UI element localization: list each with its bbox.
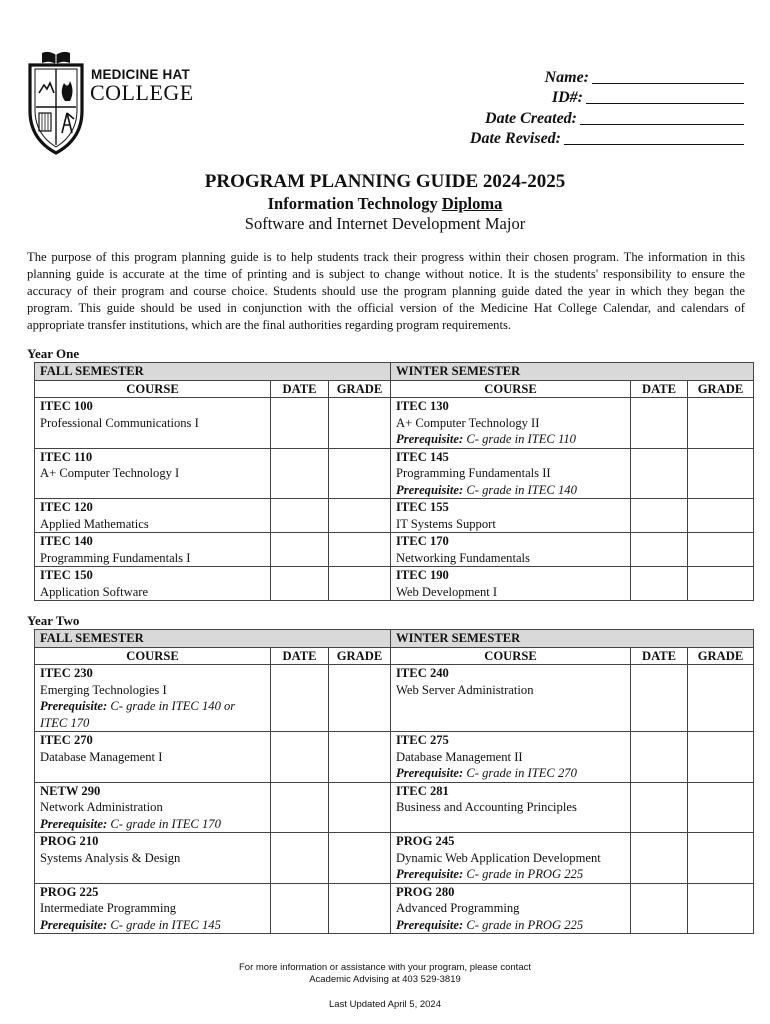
course-name: Database Management II (396, 749, 523, 764)
course-code: ITEC 120 (40, 500, 93, 514)
course-name: Application Software (40, 584, 149, 599)
college-logo (26, 49, 216, 159)
course-name: Web Server Administration (396, 682, 534, 697)
course-prerequisite: Prerequisite: C- grade in ITEC 145 (40, 917, 221, 932)
course-code: ITEC 145 (396, 449, 449, 464)
fall-grade-entry[interactable] (329, 665, 391, 732)
fall-course-cell (35, 782, 271, 833)
course-name: Advanced Programming (396, 901, 520, 915)
winter-course-cell (391, 665, 631, 732)
fall-course-cell (35, 499, 271, 533)
course-code: PROG 245 (396, 834, 455, 848)
date-header: DATE (271, 380, 329, 398)
course-name: A+ Computer Technology II (396, 415, 540, 430)
winter-course-cell (391, 833, 631, 884)
winter-grade-entry[interactable] (688, 732, 754, 783)
course-code: ITEC 240 (396, 666, 449, 680)
winter-grade-entry[interactable] (688, 398, 754, 449)
winter-grade-entry[interactable] (688, 448, 754, 499)
winter-date-entry[interactable] (631, 567, 688, 601)
course-row (35, 833, 754, 884)
year-two-table (34, 629, 754, 934)
credential-type: Diploma (441, 194, 503, 213)
course-name: Systems Analysis & Design (40, 850, 181, 865)
fall-course-cell (35, 732, 271, 783)
fall-date-entry[interactable] (271, 665, 329, 732)
winter-course-cell (391, 782, 631, 833)
winter-date-entry[interactable] (631, 499, 688, 533)
date-revised-field[interactable] (444, 128, 744, 149)
course-name: Dynamic Web Application Development (396, 850, 601, 865)
course-code: ITEC 281 (396, 783, 449, 798)
winter-semester-header: WINTER SEMESTER (391, 630, 754, 648)
footer-contact-line-2: Academic Advising at 403 529-3819 (309, 974, 461, 985)
course-prerequisite: Prerequisite: C- grade in ITEC 110 (396, 432, 576, 446)
course-code: ITEC 110 (40, 449, 93, 464)
course-header: COURSE (391, 380, 631, 398)
fall-date-entry[interactable] (271, 448, 329, 499)
course-prerequisite: Prerequisite: C- grade in PROG 225 (396, 867, 584, 881)
date-revised-line[interactable] (564, 144, 744, 145)
winter-course-cell (391, 567, 631, 601)
winter-semester-header: WINTER SEMESTER (391, 363, 754, 381)
winter-grade-entry[interactable] (688, 665, 754, 732)
winter-date-entry[interactable] (631, 782, 688, 833)
course-name: A+ Computer Technology I (40, 466, 180, 480)
course-row (35, 567, 754, 601)
course-row (35, 398, 754, 449)
footer-contact-line-1: For more information or assistance with your program, please contact (239, 962, 531, 973)
name-label: Name: (544, 68, 589, 86)
course-row (35, 732, 754, 783)
fall-grade-entry[interactable] (329, 533, 391, 567)
course-row (35, 533, 754, 567)
course-header: COURSE (391, 647, 631, 665)
year-two-course-rows (35, 665, 754, 934)
fall-date-entry[interactable] (271, 567, 329, 601)
fall-course-cell (35, 398, 271, 449)
year-one-label: Year One (27, 346, 80, 361)
course-prerequisite: Prerequisite: C- grade in ITEC 170 (40, 816, 221, 831)
winter-date-entry[interactable] (631, 732, 688, 783)
winter-course-cell (391, 732, 631, 783)
winter-date-entry[interactable] (631, 533, 688, 567)
major-title: Software and Internet Development Major (244, 214, 526, 233)
id-label: ID#: (551, 89, 583, 106)
fall-date-entry[interactable] (271, 398, 329, 449)
date-header: DATE (631, 647, 688, 665)
winter-grade-entry[interactable] (688, 567, 754, 601)
course-code: ITEC 275 (396, 733, 449, 747)
intro-paragraph: The purpose of this program planning guide is to help students track their progress within their chosen program. The information in this planning guide is accurate at the time of printing and is subject to change without notice. It is the students' responsibility to ensure the accuracy of their program and course choice. Students should use the program planning guide dated the year in which they began the program. This guide should be used in conjunction with the official version of the Medicine Hat College Calendar, and calendars of appropriate transfer institutions, which are the final authorities regarding program requirements. (27, 250, 745, 332)
course-header: COURSE (35, 380, 271, 398)
winter-course-cell (391, 448, 631, 499)
course-code: ITEC 170 (396, 534, 449, 548)
fall-grade-entry[interactable] (329, 782, 391, 833)
fall-course-cell (35, 833, 271, 884)
winter-course-cell (391, 883, 631, 934)
course-name: Applied Mathematics (40, 516, 149, 531)
program-subtitle (0, 194, 770, 214)
id-field[interactable] (444, 87, 744, 108)
fall-course-cell (35, 533, 271, 567)
course-code: ITEC 130 (396, 399, 449, 413)
winter-date-entry[interactable] (631, 398, 688, 449)
course-prerequisite: Prerequisite: C- grade in PROG 225 (396, 917, 584, 932)
program-name: Information Technology (267, 194, 442, 213)
fall-semester-header: FALL SEMESTER (35, 363, 391, 381)
winter-grade-entry[interactable] (688, 499, 754, 533)
name-line[interactable] (592, 83, 744, 84)
course-name: Emerging Technologies I (40, 682, 167, 697)
course-prerequisite: Prerequisite: C- grade in ITEC 140 or ITEC 170 (40, 699, 236, 730)
fall-grade-entry[interactable] (329, 448, 391, 499)
course-code: ITEC 100 (40, 399, 93, 413)
course-code: PROG 210 (40, 834, 99, 848)
fall-grade-entry[interactable] (329, 499, 391, 533)
winter-course-cell (391, 398, 631, 449)
course-name: Networking Fundamentals (396, 550, 530, 565)
logo-text-college: COLLEGE (90, 80, 194, 105)
course-row (35, 883, 754, 934)
date-created-field[interactable] (444, 107, 744, 128)
course-name: IT Systems Support (396, 516, 496, 531)
winter-course-cell (391, 533, 631, 567)
date-created-line[interactable] (580, 124, 744, 125)
grade-header: GRADE (329, 647, 391, 665)
grade-header: GRADE (329, 380, 391, 398)
fall-course-cell (35, 448, 271, 499)
course-name: Professional Communications I (40, 415, 199, 430)
course-name: Business and Accounting Principles (396, 800, 577, 814)
fall-semester-header: FALL SEMESTER (35, 630, 391, 648)
course-name: Web Development I (396, 584, 498, 599)
course-header: COURSE (35, 647, 271, 665)
winter-date-entry[interactable] (631, 448, 688, 499)
fall-date-entry[interactable] (271, 533, 329, 567)
fall-course-cell (35, 567, 271, 601)
semester-header-row (35, 363, 754, 381)
winter-course-cell (391, 499, 631, 533)
college-crest-icon (26, 49, 86, 157)
course-code: ITEC 230 (40, 666, 93, 680)
page-title: PROGRAM PLANNING GUIDE 2024-2025 (204, 171, 566, 192)
course-row (35, 782, 754, 833)
date-revised-label: Date Revised: (469, 130, 561, 147)
course-code: ITEC 140 (40, 534, 93, 548)
fall-date-entry[interactable] (271, 499, 329, 533)
fall-grade-entry[interactable] (329, 398, 391, 449)
date-created-label: Date Created: (485, 109, 577, 127)
fall-date-entry[interactable] (271, 732, 329, 783)
grade-header: GRADE (688, 647, 754, 665)
date-header: DATE (631, 380, 688, 398)
grade-header: GRADE (688, 380, 754, 398)
course-code: PROG 280 (396, 884, 455, 899)
course-code: PROG 225 (40, 884, 99, 899)
course-name: Network Administration (40, 800, 163, 814)
year-one-table (34, 362, 754, 601)
course-name: Intermediate Programming (40, 901, 177, 915)
course-code: ITEC 150 (40, 568, 93, 582)
winter-grade-entry[interactable] (688, 533, 754, 567)
fall-date-entry[interactable] (271, 833, 329, 884)
semester-header-row (35, 630, 754, 648)
fall-grade-entry[interactable] (329, 732, 391, 783)
fall-grade-entry[interactable] (329, 833, 391, 884)
course-row (35, 448, 754, 499)
winter-grade-entry[interactable] (688, 833, 754, 884)
id-line[interactable] (586, 103, 744, 104)
student-info-fields (444, 66, 744, 148)
winter-grade-entry[interactable] (688, 782, 754, 833)
winter-date-entry[interactable] (631, 883, 688, 934)
course-code: ITEC 155 (396, 500, 449, 514)
course-code: ITEC 190 (396, 568, 449, 582)
course-prerequisite: Prerequisite: C- grade in ITEC 140 (396, 482, 577, 497)
fall-course-cell (35, 665, 271, 732)
course-code: NETW 290 (40, 783, 101, 798)
course-code: ITEC 270 (40, 733, 93, 747)
logo-text-medicine-hat: MEDICINE HAT (91, 67, 190, 82)
column-header-row (35, 380, 754, 398)
course-name: Programming Fundamentals II (396, 466, 551, 480)
winter-date-entry[interactable] (631, 833, 688, 884)
column-header-row (35, 647, 754, 665)
name-field[interactable] (444, 66, 744, 87)
winter-date-entry[interactable] (631, 665, 688, 732)
last-updated: Last Updated April 5, 2024 (329, 999, 441, 1010)
course-prerequisite: Prerequisite: C- grade in ITEC 270 (396, 766, 577, 780)
fall-grade-entry[interactable] (329, 567, 391, 601)
course-row (35, 499, 754, 533)
year-two-label: Year Two (27, 613, 80, 628)
course-row (35, 665, 754, 732)
year-one-course-rows (35, 398, 754, 601)
winter-grade-entry[interactable] (688, 883, 754, 934)
fall-grade-entry[interactable] (329, 883, 391, 934)
fall-date-entry[interactable] (271, 782, 329, 833)
fall-date-entry[interactable] (271, 883, 329, 934)
course-name: Database Management I (40, 749, 163, 764)
course-name: Programming Fundamentals I (40, 550, 191, 565)
footer-contact (0, 962, 770, 986)
date-header: DATE (271, 647, 329, 665)
fall-course-cell (35, 883, 271, 934)
